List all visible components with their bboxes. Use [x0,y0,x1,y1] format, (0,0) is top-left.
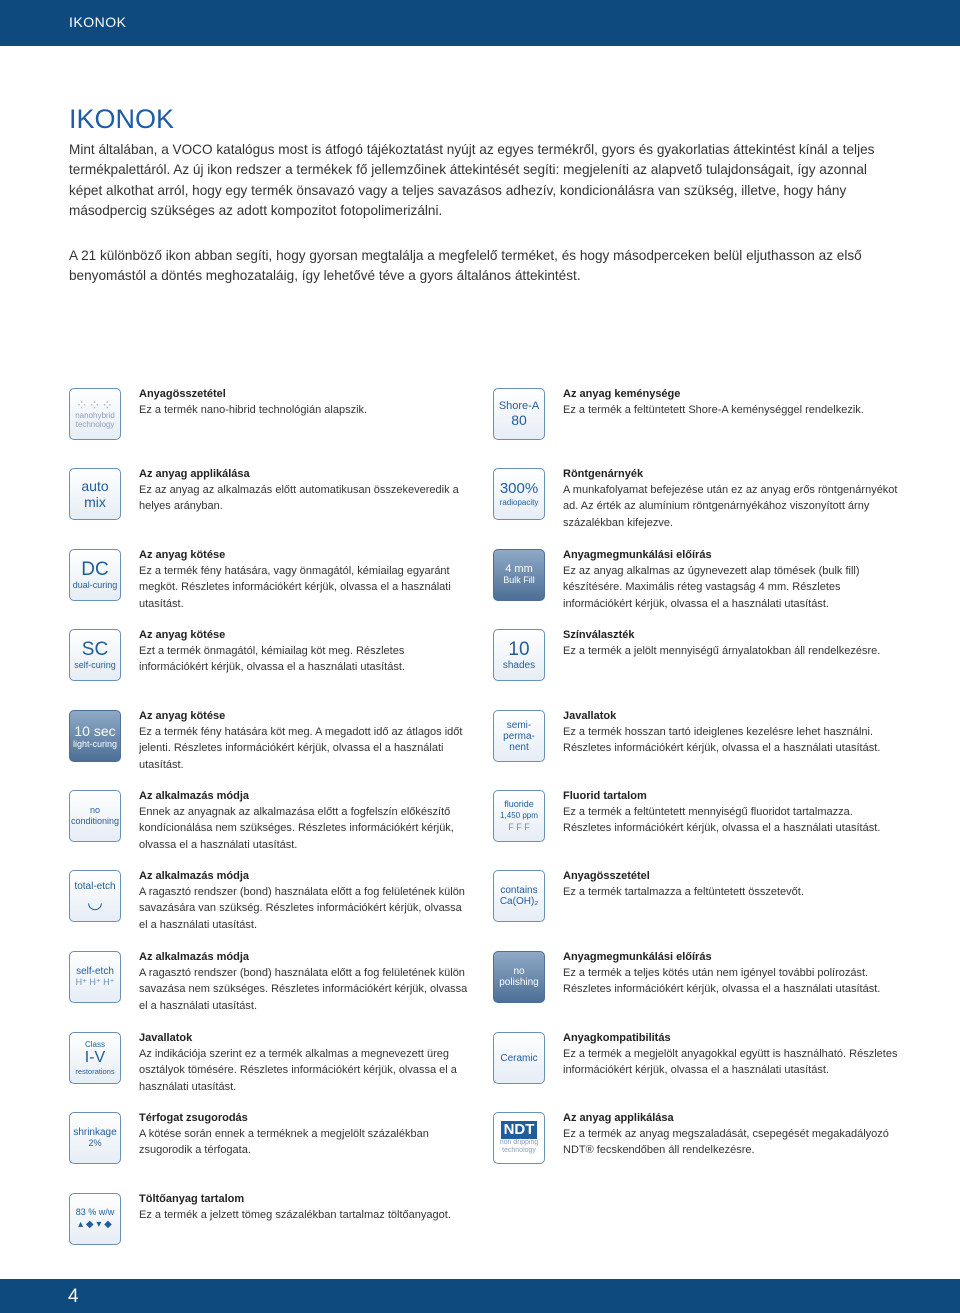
entry-description [563,708,898,757]
entry-text: Ez a termék hosszan tartó ideiglenes kezelésre lehet használni. Részletes információkért kérjük, olvassa el a használati utasítást. [563,726,881,755]
entry-title: Az anyag kötése [139,710,226,722]
entry-title: Röntgenárnyék [563,468,644,480]
nanohybrid-icon [69,388,121,440]
shore-a-icon [493,388,545,440]
icon-label: dual-curing [72,580,118,590]
entry-title: Töltőanyag tartalom [139,1193,245,1205]
icon-label: ⁘⁘⁘ [75,397,115,413]
entry-text: Ez a termék a feltüntetett mennyiségű fluoridot tartalmazza. Részletes információkért kérjük, olvassa el a használati utasítást. [563,806,881,835]
entry-title: Az anyag keménysége [563,388,681,400]
icon-label: 83 % w/w [75,1206,115,1217]
icon-label: nanohybrid [75,411,115,420]
entry-title: Anyagmegmunkálási előírás [563,951,712,963]
filler-particles-icon: ▴ ◆ ▾ ◆ [78,1218,112,1230]
icon-label: shades [502,660,536,671]
icon-label: Class [84,1040,105,1049]
icon-label: 80 [511,411,527,428]
entry-title: Az alkalmazás módja [139,870,250,882]
entry-text: Ennek az anyagnak az alkalmazása előtt a fogfelszín előkészítő kondícionálása nem szükséges. Részletes információkért kérjük, olvassa el a használati utasítást. [139,806,454,851]
icon-label: Ceramic [500,1052,538,1064]
entry-text: Ez a termék a jelölt mennyiségű árnyalatokban áll rendelkezésre. [563,645,881,658]
entry-description [139,949,469,1014]
entry-text: Ez az anyag az alkalmazás előtt automatikusan összekeveredik a helyes arányban. [139,484,459,513]
entry-text: Ez a termék a feltüntetett Shore-A keménységgel rendelkezik. [563,404,864,417]
icon-label: H⁺ H⁺ H⁺ [75,977,115,987]
icon-label: light-curing [72,738,118,749]
entry-description [139,1030,469,1095]
self-etch-icon [69,951,121,1003]
shrinkage-icon [69,1112,121,1164]
dual-curing-icon [69,549,121,601]
entry-text: Ez a termék fény hatására köt meg. A megadott idő az átlagos időt jelenti. Részletes információkért kérjük, olvassa el a használati utasítást. [139,726,463,771]
entry-title: Anyagösszetétel [563,870,650,882]
entry-text: Ez a termék az anyag megszaladását, csepegését megakadályozó NDT® fecskendőben áll rendelkezésre. [563,1128,889,1157]
icon-label: Bulk Fill [503,575,535,585]
entry-title: Anyagösszetétel [139,388,226,400]
entry-title: Az anyag applikálása [563,1112,674,1124]
semi-permanent-icon [493,710,545,762]
entry-text: Ez az anyag alkalmas az úgynevezett alap tömések (bulk fill) készítésére. Maximális réteg vastagság 4 mm. Részletes információkért kérjük, olvassa el a használati utasítást. [563,565,860,610]
entry-title: Az anyag applikálása [139,468,250,480]
header-bar [0,0,960,46]
ndt-icon [493,1112,545,1164]
radiopacity-icon [493,468,545,520]
entry-description [139,868,469,933]
entry-title: Anyagkompatibilitás [563,1032,671,1044]
icon-label: SC [81,639,109,660]
ceramic-icon [493,1032,545,1084]
icon-label: contains [500,885,538,896]
intro-paragraph-2: A 21 különböző ikon abban segíti, hogy gyorsan megtalálja a megfelelő terméket, és hogy másodperceken belül eljuthasson az első benyomástól a döntés meghozataláig, így lehetővé téve a gyors általános áttekintést. [69,248,862,284]
class-icon [69,1032,121,1084]
icon-label: perma- [503,730,535,742]
entry-title: Az alkalmazás módja [139,790,250,802]
entry-text: Ez a termék a teljes kötés után nem igényel további polírozást. Részletes információkért kérjük, olvassa el a használati utasítást. [563,967,881,996]
icon-label: Shore-A [498,399,540,412]
shades-icon [493,629,545,681]
entry-description [563,949,898,998]
icon-label: 1,450 ppm [500,811,538,820]
header-label: IKONOK [69,14,127,30]
entry-title: Fluorid tartalom [563,790,647,802]
icon-label: 300% [499,479,539,497]
icon-label: nent [509,741,529,753]
icon-label: auto [81,478,109,494]
entry-text: A ragasztó rendszer (bond) használata előtt a fog felületének külön savazására van szükség. Részletes információkért kérjük, olvassa el a használati utasítást. [139,886,465,931]
entry-title: Az alkalmazás módja [139,951,250,963]
icon-label: NDT [501,1121,538,1139]
entry-title: Javallatok [563,710,617,722]
entry-title: Térfogat zsugorodás [139,1112,248,1124]
page-number: 4 [68,1286,79,1307]
total-etch-icon [69,870,121,922]
fluoride-icon [493,790,545,842]
filler-icon [69,1193,121,1245]
entry-text: Ez a termék tartalmazza a feltüntetett összetevőt. [563,886,804,899]
icon-label: non dripping technology [499,1139,539,1154]
tooth-etch-icon: ◡ [87,891,103,912]
icon-label: technology [75,420,115,429]
entry-description [563,1030,898,1079]
icon-label: semi- [506,719,532,731]
icon-label: I-V [84,1049,106,1066]
entry-title: Színválaszték [563,629,635,641]
entry-text: Ezt a termék önmagától, kémiailag köt meg. Részletes információkért kérjük, olvassa el a használati utasítást. [139,645,405,674]
light-curing-icon [69,710,121,762]
footer-bar [105,1279,960,1313]
page-number-box [0,1279,105,1313]
entry-description [139,788,469,853]
icon-label: 10 [508,639,530,660]
entry-description [139,708,469,773]
auto-mix-icon [69,468,121,520]
icon-label: restorations [75,1067,115,1076]
icon-label: 4 mm [505,563,533,575]
entry-description [139,466,469,515]
no-conditioning-icon [69,790,121,842]
entry-description [563,1110,898,1159]
entry-title: Anyagmegmunkálási előírás [563,549,712,561]
icon-label: DC [81,559,109,580]
entry-description [563,386,898,418]
entry-description [139,386,469,418]
entry-title: Az anyag kötése [139,549,226,561]
icon-label: no [89,805,100,815]
icon-label: fluoride [504,799,534,809]
icon-label: shrinkage [73,1127,117,1138]
entry-title: Az anyag kötése [139,629,226,641]
entry-description [139,547,469,612]
contains-caoh-icon [493,870,545,922]
entry-description [139,1110,469,1159]
icon-label: 2% [88,1138,102,1148]
entry-text: Ez a termék a megjelölt anyagokkal együtt is használható. Részletes információkért kérjük, olvassa el a használati utasítást. [563,1048,898,1077]
entry-text: A ragasztó rendszer (bond) használata előtt a fog felületének külön savazása nem szükséges. Részletes információkért kérjük, olvassa el a használati utasítást. [139,967,468,1012]
entry-description [563,547,898,612]
icon-label: mix [84,494,106,510]
icon-label: self-etch [76,966,114,977]
no-polishing-icon [493,951,545,1003]
entry-text: Ez a termék nano-hibrid technológián alapszik. [139,404,368,417]
fluoride-ions-icon: F F F [508,822,530,832]
icon-label: conditioning [70,816,120,826]
icon-label: radiopacity [499,497,539,507]
entry-description [563,868,898,900]
entry-text: Ez a termék a jelzett tömeg százalékban tartalmaz töltőanyagot. [139,1209,451,1222]
page-title: IKONOK [69,104,175,134]
entry-text: A kötése során ennek a terméknek a megjelölt százalékban zsugorodik a térfogata. [139,1128,429,1157]
entry-text: Ez a termék fény hatására, vagy önmagától, kémiailag egyaránt megköt. Részletes információkért kérjük, olvassa el a használati utasítást. [139,565,451,610]
self-curing-icon [69,629,121,681]
icon-label: Ca(OH)₂ [499,896,539,907]
bulk-fill-icon [493,549,545,601]
intro-paragraph-1: Mint általában, a VOCO katalógus most is átfogó tájékoztatást nyújt az egyes termékről, gyors és gyakorlatias áttekintést kínál a teljes termékpalettáról. Az új ikon redszer a termékek fő jellemzőinek áttekintését segíti: megjeleníti az alapvető tulajdonságait, így azonnal képet alkothat arról, hogy egy termék önsavazó vagy a teljes savazásos adhezív, kondicionálásra van szükség, illetve, hogy hány másodpercig szükséges az adott kompozitot fotopolimerizálni. [69,142,875,218]
entry-description [139,627,469,676]
icon-label: no [513,966,525,977]
entry-text: Az indikációja szerint ez a termék alkalmas a megnevezett üreg osztályok tömésére. Részletes információkért kérjük, olvassa el a használati utasítást. [139,1048,457,1093]
icon-label: polishing [499,977,539,988]
entry-description [563,466,898,531]
icon-label: self-curing [74,660,116,670]
entry-title: Javallatok [139,1032,193,1044]
entry-description [139,1191,469,1223]
entry-description [563,788,898,837]
icon-label: total-etch [74,880,116,892]
entry-text: A munkafolyamat befejezése után ez az anyag erős röntgenárnyékot ad. Az érték az alumínium röntgenárnyékához viszonyított árny százalékban kifejezve. [563,484,898,529]
entry-description [563,627,898,659]
icon-label: 10 sec [74,722,116,739]
